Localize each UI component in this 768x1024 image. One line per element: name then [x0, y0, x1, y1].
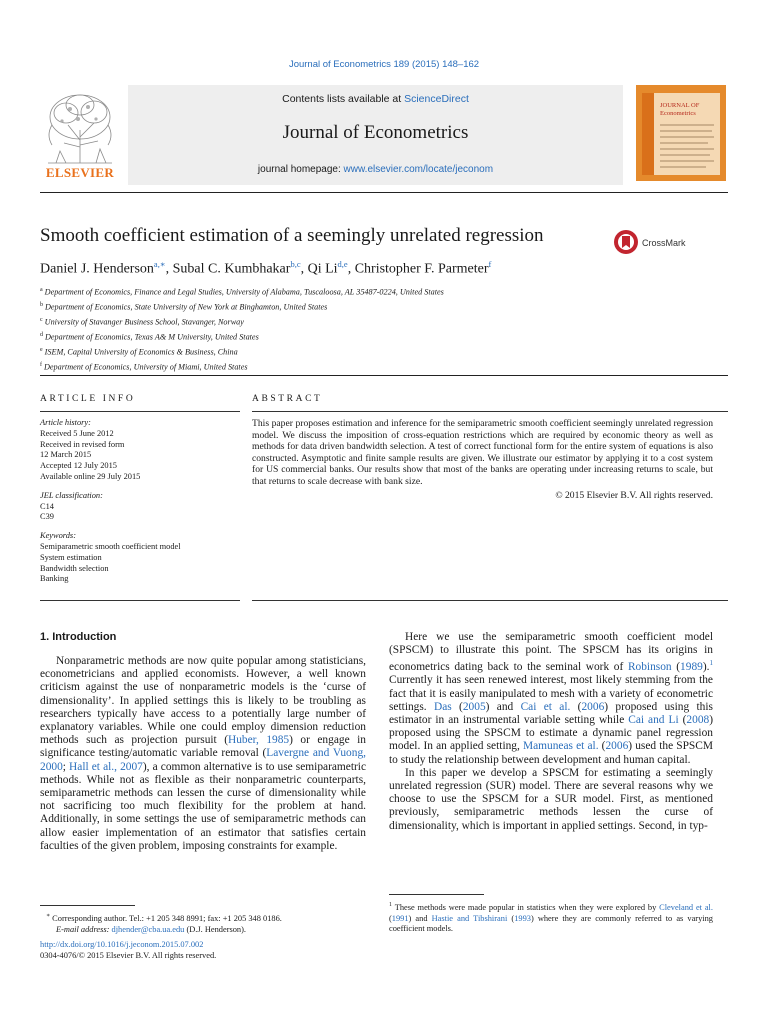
text-run: ).: [702, 661, 710, 674]
citation-link[interactable]: 1991: [391, 913, 409, 923]
text-run: (: [598, 740, 606, 753]
text-run: Nonparametric methods are now quite popular among statisticians, econometricians and applied economists. However, a well known criticism against the use of nonparametric models is the ‘curse of dimensionality’. In applied settings this is likely to be troubling as researchers typically have access to a potentially large number of explanatory variables. While one could employ dimension reduction methods such as projection pursuit (: [40, 655, 366, 747]
text-run: ) used the SPSCM to study the relationship between development and human capital.: [389, 740, 713, 766]
keyword: Bandwidth selection: [40, 563, 109, 573]
keywords-label: Keywords:: [40, 531, 76, 541]
article-info-heading: ARTICLE INFO: [40, 394, 136, 404]
history-item: Available online 29 July 2015: [40, 471, 141, 481]
history-item: Accepted 12 July 2015: [40, 461, 117, 471]
contents-line: [128, 93, 623, 105]
author-affil-sup[interactable]: f: [488, 259, 492, 269]
crossmark-badge[interactable]: [612, 228, 717, 256]
citation-link[interactable]: 2006: [605, 740, 629, 753]
body-column-right: [389, 631, 713, 833]
affiliation-item: [40, 284, 444, 299]
citation-link[interactable]: Huber, 1985: [228, 734, 290, 747]
citation-link[interactable]: Mamuneas et al.: [523, 740, 599, 753]
text-run: (: [389, 913, 392, 923]
affiliation-text: University of Stavanger Business School, Stavanger, Norway: [44, 317, 244, 327]
text-run: (: [507, 913, 515, 923]
homepage-link[interactable]: www.elsevier.com/locate/jeconom: [343, 164, 494, 175]
jel-code: C14: [40, 501, 54, 511]
abstract-rule: [252, 411, 728, 412]
citation-link[interactable]: 2008: [686, 714, 710, 727]
author-affil-sup[interactable]: a,∗: [153, 259, 166, 269]
citation-link[interactable]: 1993: [514, 913, 531, 923]
affiliation-item: [40, 344, 444, 359]
footnote-rule-left: [40, 905, 135, 906]
text-run: ) where they are commonly referred to as varying coefficient models.: [389, 913, 713, 934]
affiliation-sup: f: [40, 361, 42, 368]
citation-link[interactable]: Hastie and Tibshirani: [431, 913, 508, 923]
affiliation-sup: e: [40, 346, 43, 353]
abstract-text: This paper proposes estimation and inference for the semiparametric smooth coefficient seemingly unrelated regression model. We discuss the imposition of cross-equation restrictions which are required by economic theory as well as methods for data driven bandwidth selection. A test of correct functional form for the entire system of equations is also constructed. Asymptotic and finite sample results are given. We illustrate our estimator by applying it to a cost system for US commercial banks. Our results show that most of the banks are operating under increasing returns to scale, but that returns to scale decrease with bank size.: [252, 418, 713, 487]
affiliation-text: ISEM, Capital University of Economics & Business, China: [44, 347, 238, 357]
keyword: Semiparametric smooth coefficient model: [40, 541, 181, 551]
affiliation-item: [40, 359, 444, 374]
author-name: Qi Li: [307, 261, 338, 277]
citation-link[interactable]: Lavergne and Vuong, 2000: [40, 747, 366, 773]
affiliation-text: Department of Economics, State University of New York at Binghamton, United States: [45, 302, 328, 312]
issn-line: 0304-4076/© 2015 Elsevier B.V. All rights reserved.: [40, 950, 217, 960]
text-run: ) and: [485, 700, 521, 713]
journal-cover-thumbnail: [636, 85, 726, 181]
paragraph: In this paper we develop a SPSCM for estimating a seemingly unrelated regression (SUR) model. There are several reasons why we choose to use the SPSCM for a SUR model. First, as mentioned previously, semiparametric methods lessen the curse of dimensionality, which is important in applied settings. Second, in typ-: [389, 766, 713, 832]
article-title: Smooth coefficient estimation of a seemingly unrelated regression: [40, 225, 544, 246]
citation-link[interactable]: Cai and Li: [628, 714, 679, 727]
author-name: Daniel J. Henderson: [40, 261, 154, 277]
article-info-bottom-rule: [40, 600, 240, 601]
author-list: Daniel J. Henderson$^{a,∗}$, Subal C. Kumbhakar$^{b,c}$, Qi Li$^{d,e}$, Christopher F. Parmeter$^f$: [40, 259, 492, 277]
citation-link[interactable]: 1989: [680, 661, 703, 674]
citation-link[interactable]: Hall et al., 2007: [69, 760, 143, 773]
affiliation-text: Department of Economics, Texas A& M University, United States: [45, 332, 259, 342]
journal-citation[interactable]: Journal of Econometrics 189 (2015) 148–162: [288, 59, 480, 70]
cover-title-line1: JOURNAL OF: [660, 102, 700, 109]
paragraph: [389, 631, 713, 767]
publisher-name: ELSEVIER: [45, 165, 115, 180]
author-affil-sup[interactable]: d,e: [337, 259, 348, 269]
text-run: These methods were made popular in statistics when they were explored by: [394, 902, 660, 912]
text-run: (: [671, 661, 681, 674]
footnote-mark: ∗: [46, 913, 51, 919]
keyword: System estimation: [40, 552, 102, 562]
paragraph: [40, 655, 366, 853]
cover-title-line2: Econometrics: [660, 110, 696, 117]
affiliation-text: Department of Economics, Finance and Legal Studies, University of Alabama, Tuscaloosa, AL 35487-0224, United States: [44, 287, 444, 297]
footnote-mark: 1: [389, 902, 392, 908]
doi-block: [40, 940, 370, 962]
jel-code: C39: [40, 512, 54, 522]
history-label: Article history:: [40, 418, 91, 427]
crossmark-label: CrossMark: [642, 238, 686, 248]
affiliation-list: [40, 284, 444, 374]
citation-link[interactable]: Cleveland et al.: [659, 902, 713, 912]
history-item: 12 March 2015: [40, 450, 92, 460]
footnote-ref[interactable]: 1: [709, 659, 713, 668]
history-item: Received 5 June 2012: [40, 428, 114, 438]
affiliation-item: [40, 329, 444, 344]
contents-prefix: Contents lists available at: [282, 93, 405, 105]
email-suffix: (D.J. Henderson).: [184, 924, 246, 934]
affiliation-sup: c: [40, 316, 43, 323]
text-run: Here we use the semiparametric smooth coefficient model (SPSCM) to illustrate this point. The SPSCM has its origins in econometrics dating back to the seminal work of: [389, 631, 713, 674]
text-run: ) or engage in significance testing/automatic variable removal (: [40, 734, 366, 760]
text-run: ), a common alternative is to use semiparametric methods. While not as flexible as their nonparametric counterparts, semiparametric methods can lessen the curse of dimensionality while not sacrificing too much flexibility for the problem at hand. Additionally, in some settings the use of semiparametric methods can allow easier implementation of an estimator that satisfies certain faculties of the given problem, imposing constraints for example.: [40, 760, 367, 852]
citation-link[interactable]: Cai et al.: [520, 700, 571, 713]
header-rule: [40, 192, 728, 193]
homepage-line: [128, 164, 623, 175]
body-column-left: [40, 655, 366, 853]
text-run: (: [570, 700, 582, 713]
text-run: ) proposed using the SPSCM to estimate a dynamic panel regression model. In an applied setting,: [389, 714, 713, 753]
abstract-bottom-rule: [252, 600, 728, 601]
text-run: (: [451, 700, 463, 713]
citation-link[interactable]: 2006: [581, 700, 605, 713]
citation-link[interactable]: Robinson: [627, 661, 672, 674]
affiliation-text: Department of Economics, University of Miami, United States: [44, 362, 248, 372]
text-run: ) proposed using this estimator in an instrumental variable setting while: [389, 700, 713, 727]
sciencedirect-link[interactable]: ScienceDirect: [404, 93, 469, 105]
affiliation-item: [40, 299, 444, 314]
abstract-body: [252, 418, 713, 501]
email-link[interactable]: djhender@cba.ua.edu: [111, 924, 185, 934]
jel-label: JEL classification:: [40, 490, 103, 500]
footnote-rule-right: [389, 894, 484, 895]
author-name: Subal C. Kumbhakar: [172, 261, 291, 277]
citation-link[interactable]: Das: [434, 700, 452, 713]
article-info: [40, 418, 245, 585]
history-item: Received in revised form: [40, 439, 125, 449]
journal-title: Journal of Econometrics: [282, 122, 469, 143]
author-affil-sup[interactable]: b,c: [290, 259, 301, 269]
text-run: ) and: [408, 913, 432, 923]
text-run: (: [678, 714, 687, 727]
affiliation-sup: b: [40, 301, 43, 308]
corresponding-author-note: [40, 911, 370, 935]
affiliation-sup: d: [40, 331, 43, 338]
email-label: E-mail address:: [56, 924, 112, 934]
text-run: Currently it has seen renewed interest, most likely stemming from the fact that it is easily manipulated to mesh with a variety of econometric settings.: [389, 674, 713, 713]
affiliation-item: [40, 314, 444, 329]
text-run: ;: [62, 760, 70, 773]
abstract-heading: ABSTRACT: [252, 394, 323, 404]
keyword: Banking: [40, 574, 69, 584]
author-name: Christopher F. Parmeter: [354, 261, 489, 277]
homepage-prefix: journal homepage:: [257, 164, 344, 175]
title-rule: [40, 375, 728, 376]
corresponding-text: Corresponding author. Tel.: +1 205 348 8991; fax: +1 205 348 0186.: [52, 913, 282, 923]
citation-link[interactable]: 2005: [462, 700, 486, 713]
article-info-rule: [40, 411, 240, 412]
section-heading-introduction: 1. Introduction: [40, 631, 117, 643]
doi-link[interactable]: http://dx.doi.org/10.1016/j.jeconom.2015.07.002: [40, 940, 204, 949]
footnote-1: [389, 900, 713, 935]
affiliation-sup: a: [40, 287, 43, 293]
copyright-notice: © 2015 Elsevier B.V. All rights reserved.: [555, 489, 713, 501]
